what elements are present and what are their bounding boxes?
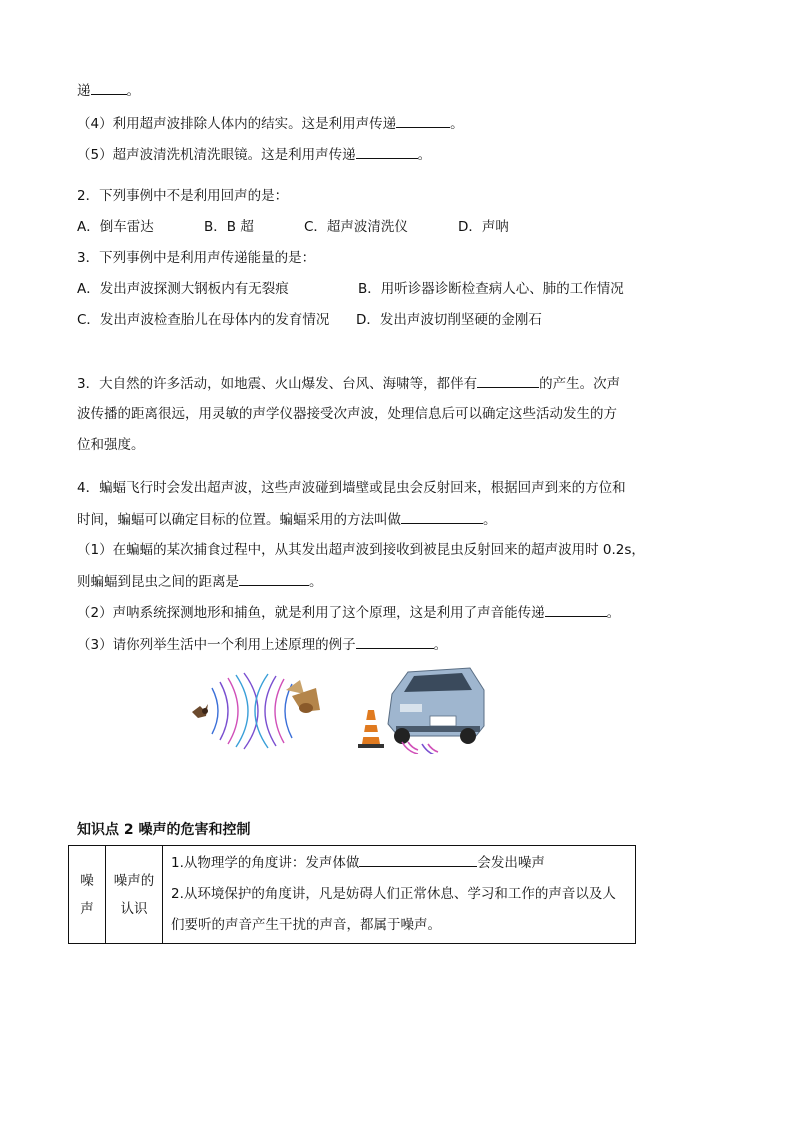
table-cell-subcategory [106,846,163,944]
subcategory-line: 噪声的 [113,872,155,889]
q2-option-c[interactable]: C．超声波清洗仪 [304,219,408,235]
knowledge-table [68,845,636,944]
q4-line-2 [77,509,497,530]
q1-line-0 [77,80,140,101]
q1-line-5 [77,144,431,165]
q1-line-0-end: 。 [126,83,140,99]
q1-line-4 [77,113,464,134]
q1-line-5-text: （5）超声波清洗机清洗眼镜。这是利用声传递 [77,147,356,163]
q4-sub1-line-2 [77,571,323,592]
content-line-1-end: 会发出噪声 [477,855,545,871]
q3a-stem: 3．下列事例中是利用声传递能量的是： [77,250,316,266]
section-title: 知识点 2 噪声的危害和控制 [77,822,251,838]
q4-sub2 [77,602,620,623]
answer-blank[interactable] [91,80,127,95]
table-row [69,846,636,944]
q1-line-4-end: 。 [450,116,464,132]
q2-option-a[interactable]: A．倒车雷达 [77,219,154,235]
q3a-option-a[interactable]: A．发出声波探测大钢板内有无裂痕 [77,281,289,297]
answer-blank[interactable] [396,113,450,128]
q4-line-2-text: 时间，蝙蝠可以确定目标的位置。蝙蝠采用的方法叫做 [77,512,401,528]
q4-sub3-text: （3）请你列举生活中一个利用上述原理的例子 [77,637,356,653]
category-char: 声 [80,900,94,917]
subcategory-line: 认识 [120,900,148,917]
q4-sub3-end: 。 [433,637,448,653]
content-line-2: 2.从环境保护的角度讲，凡是妨碍人们正常休息、学习和工作的声音以及人 [171,886,616,902]
answer-blank[interactable] [239,571,309,586]
answer-blank[interactable] [401,509,483,524]
q1-line-4-text: （4）利用超声波排除人体内的结实。这是利用声传递 [77,116,397,132]
answer-blank[interactable] [356,144,418,159]
q3a-option-b[interactable]: B．用听诊器诊断检查病人心、肺的工作情况 [358,281,624,297]
q4-sub3 [77,634,447,655]
table-cell-category [69,846,106,944]
q3a-option-c[interactable]: C．发出声波检查胎儿在母体内的发育情况 [77,312,330,328]
bat-echolocation-illustration [188,670,328,752]
car-reversing-radar-illustration [352,664,486,754]
q4-sub1-line-1: （1）在蝙蝠的某次捕食过程中，从其发出超声波到接收到被昆虫反射回来的超声波用时 0.2s， [77,542,645,558]
answer-blank[interactable] [545,602,607,617]
q3b-line-1-text: 3．大自然的许多活动，如地震、火山爆发、台风、海啸等，都伴有 [77,376,478,392]
q3b-line-3: 位和强度。 [77,437,145,453]
q2-stem: 2．下列事例中不是利用回声的是： [77,188,289,204]
q3a-option-d[interactable]: D．发出声波切削坚硬的金刚石 [356,312,542,328]
q1-line-5-end: 。 [417,147,432,163]
table-cell-content [163,846,636,944]
answer-blank[interactable] [359,852,477,867]
category-char: 噪 [80,872,94,889]
content-line-3: 们要听的声音产生干扰的声音，都属于噪声。 [171,917,441,933]
content-line-1-text: 1.从物理学的角度讲：发声体做 [171,855,360,871]
answer-blank[interactable] [356,634,434,649]
q2-option-b[interactable]: B．B 超 [204,219,254,235]
q4-line-1: 4．蝙蝠飞行时会发出超声波，这些声波碰到墙壁或昆虫会反射回来，根据回声到来的方位和 [77,480,626,496]
q4-sub1-line-2-text: 则蝙蝠到昆虫之间的距离是 [77,574,239,590]
q1-line-0-text: 递 [77,83,91,99]
q2-option-d[interactable]: D．声呐 [458,219,509,235]
q3b-line-1-end: 的产生。次声 [539,376,621,392]
content-line-1 [171,848,627,879]
car-icon [388,668,484,744]
q3b-line-1 [77,373,620,394]
bat-icon [192,704,208,718]
q4-sub2-text: （2）声呐系统探测地形和捕鱼，就是利用了这个原理，这是利用了声音能传递 [77,605,545,621]
q4-line-2-end: 。 [483,512,497,528]
q3b-line-2: 波传播的距离很远，用灵敏的声学仪器接受次声波，处理信息后可以确定这些活动发生的方 [77,406,617,422]
q4-sub2-end: 。 [606,605,621,621]
traffic-cone-icon [358,710,384,748]
q4-sub1-line-2-end: 。 [309,574,323,590]
radar-wave-icon [402,742,438,754]
answer-blank[interactable] [477,373,539,388]
